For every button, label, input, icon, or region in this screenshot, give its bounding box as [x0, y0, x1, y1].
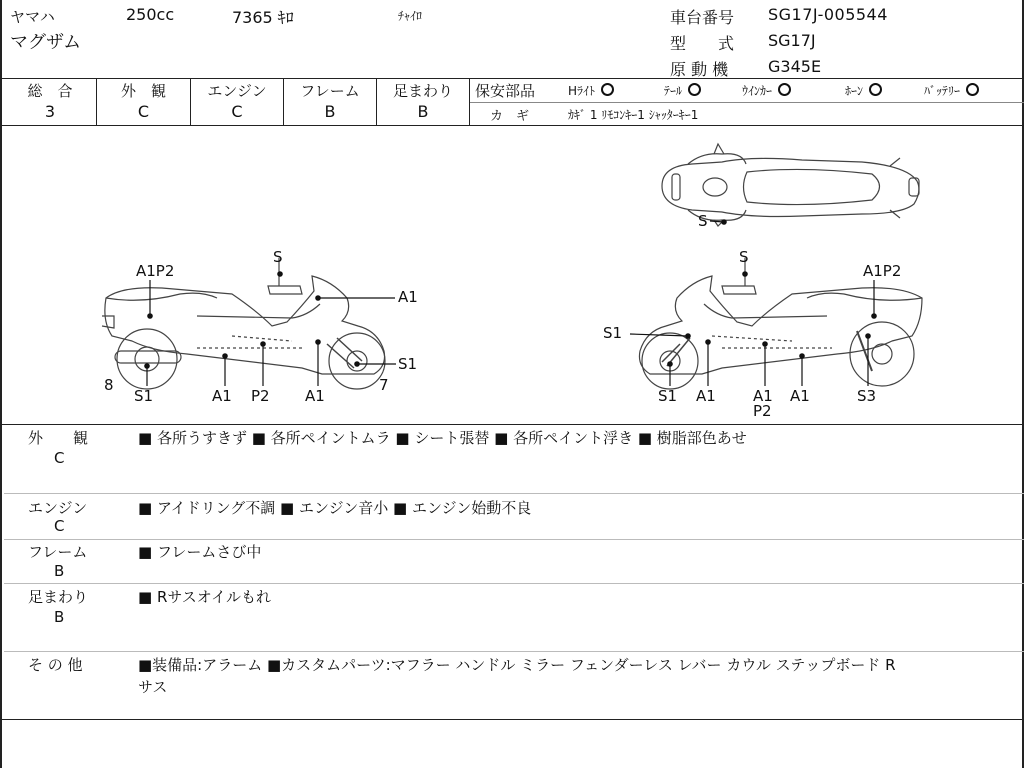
mark-label: S — [698, 212, 708, 230]
ok-circle-icon — [869, 83, 882, 96]
displacement: 250cc — [126, 5, 175, 24]
section-grade: C — [54, 517, 65, 535]
divider — [4, 493, 1024, 494]
mark-label: S1 — [658, 387, 678, 405]
mark-label: S — [273, 248, 283, 266]
mark-label: A1 — [696, 387, 716, 405]
mark-label: A1P2 — [136, 262, 175, 280]
mileage: 7365 ｷﾛ — [232, 8, 294, 27]
safety-item — [664, 82, 701, 99]
mark-label: S1 — [134, 387, 154, 405]
key-text: ｶｷﾞ 1 ﾘﾓｺﾝｷｰ1 ｼｬｯﾀｰｷｰ1 — [568, 108, 699, 122]
engine-value: G345E — [768, 57, 822, 76]
grade-total-value: 3 — [44, 102, 56, 121]
mark-label: 8 — [104, 376, 114, 394]
maker: ヤマハ — [10, 8, 55, 26]
safety-item — [742, 82, 791, 99]
safety-item — [924, 82, 979, 99]
section-title: エンジン — [28, 499, 88, 517]
section-grade: B — [54, 608, 65, 626]
mark-label: A1 — [305, 387, 325, 405]
grade-engine-value: C — [231, 102, 243, 121]
divider — [4, 651, 1024, 652]
divider — [2, 424, 1024, 425]
type-label: 型 式 — [670, 34, 735, 53]
divider — [2, 78, 1024, 79]
section-notes: ■ アイドリング不調 ■ エンジン音小 ■ エンジン始動不良 — [138, 499, 532, 517]
col-divider — [469, 78, 470, 125]
section-notes: ■ 各所うすきず ■ 各所ペイントムラ ■ シート張替 ■ 各所ペイント浮き ■ 樹脂部色あせ — [138, 429, 747, 447]
section-notes: ■ Rサスオイルもれ — [138, 588, 272, 606]
mark-label: S1 — [603, 324, 623, 342]
key-label: カ ギ — [490, 109, 530, 124]
section-title: そ の 他 — [28, 656, 83, 674]
grade-suspension-value: B — [417, 102, 429, 121]
mark-label: 7 — [379, 376, 389, 394]
section-notes: ■装備品:アラーム ■カスタムパーツ:マフラー ハンドル ミラー フェンダーレス レバー カウル ステップボード R — [138, 656, 896, 674]
section-title: 足まわり — [28, 588, 89, 606]
grade-exterior-label: 外 観 — [120, 82, 166, 100]
ok-circle-icon — [966, 83, 979, 96]
section-notes-cont: サス — [138, 678, 168, 696]
mark-label: A1 — [398, 288, 418, 306]
safety-item — [568, 82, 614, 99]
ok-circle-icon — [778, 83, 791, 96]
ok-circle-icon — [601, 83, 614, 96]
grade-frame-label: フレーム — [300, 82, 360, 100]
chassis-label: 車台番号 — [670, 8, 735, 27]
mark-label: S1 — [398, 355, 418, 373]
mark-label: A1 — [212, 387, 232, 405]
section-notes: ■ フレームさび中 — [138, 543, 262, 561]
divider — [4, 583, 1024, 584]
chassis-value: SG17J-005544 — [768, 5, 888, 24]
section-title: フレーム — [28, 543, 88, 561]
damage-diagram — [2, 126, 1024, 424]
mark-label: S — [739, 248, 749, 266]
mark-label: S3 — [857, 387, 877, 405]
safety-label: 保安部品 — [475, 82, 536, 100]
mark-label: P2 — [753, 402, 772, 420]
safety-item-name: ｳｲﾝｶｰ — [742, 84, 773, 98]
section-grade: B — [54, 562, 65, 580]
type-value: SG17J — [768, 31, 816, 50]
divider — [2, 719, 1024, 720]
safety-item — [845, 82, 882, 99]
divider — [4, 539, 1024, 540]
grade-frame-value: B — [324, 102, 336, 121]
grade-total-label: 総 合 — [27, 82, 73, 100]
mark-label: P2 — [251, 387, 270, 405]
model-name: マグザム — [10, 32, 82, 53]
section-grade: C — [54, 449, 65, 467]
mark-label: A1 — [753, 387, 773, 405]
mark-label: A1P2 — [863, 262, 902, 280]
safety-item-name: ﾊﾞｯﾃﾘｰ — [924, 84, 961, 98]
ok-circle-icon — [688, 83, 701, 96]
grade-engine-label: エンジン — [207, 82, 267, 100]
section-title: 外 観 — [28, 429, 89, 447]
grade-suspension-label: 足まわり — [392, 82, 453, 100]
safety-item-name: ﾎｰﾝ — [845, 84, 864, 98]
safety-item-name: Hﾗｲﾄ — [568, 84, 596, 98]
mark-label: A1 — [790, 387, 810, 405]
title-kind: ﾁｬｲﾛ — [398, 9, 423, 23]
grade-exterior-value: C — [137, 102, 150, 121]
safety-item-name: ﾃｰﾙ — [664, 84, 683, 98]
divider — [469, 102, 1024, 103]
engine-label: 原 動 機 — [670, 60, 729, 79]
